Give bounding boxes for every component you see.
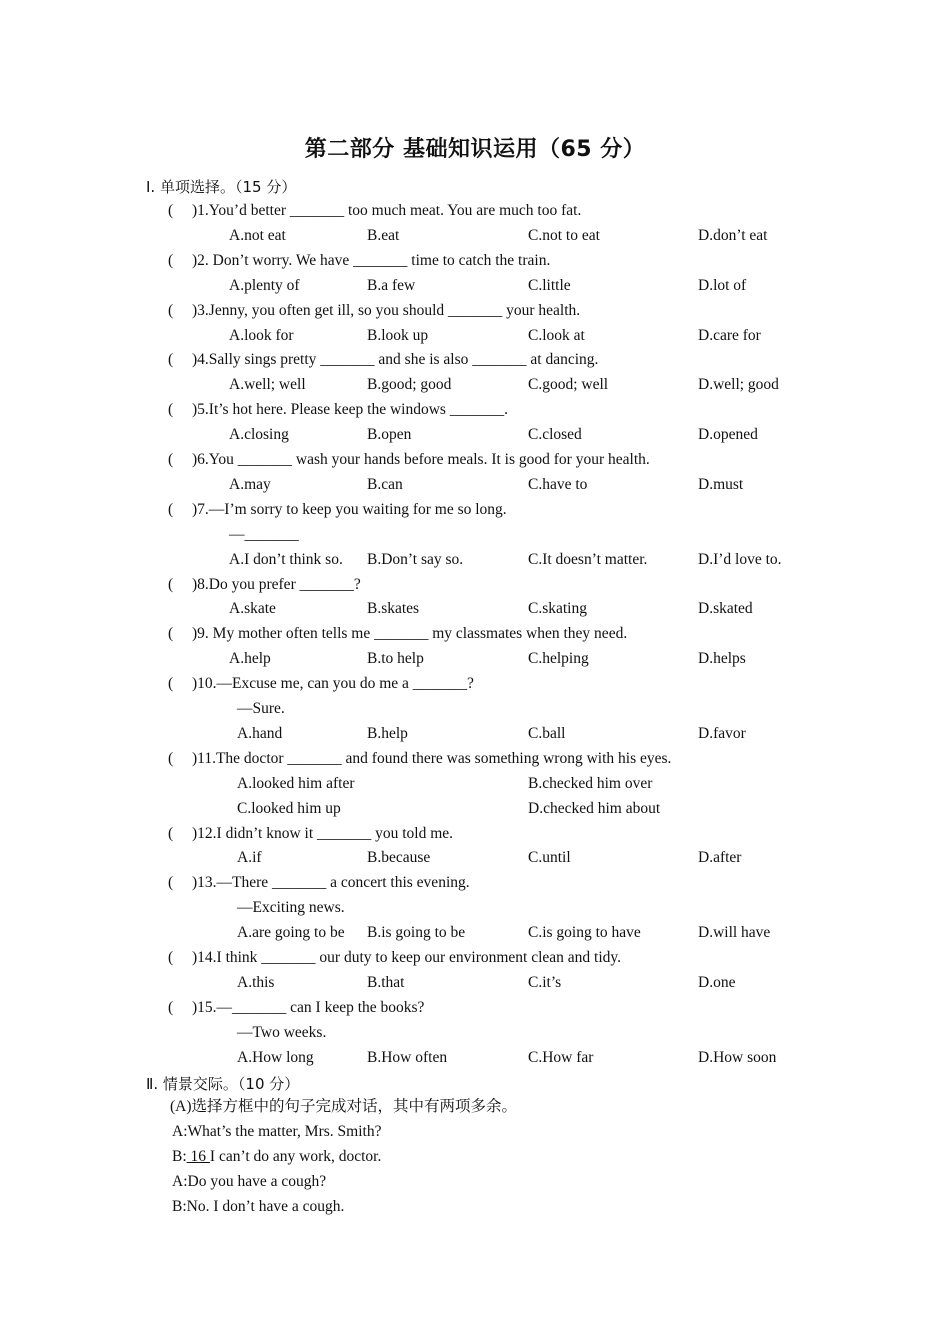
dialogue-line-4: B:No. I don’t have a cough. [172,1198,345,1215]
option-d[interactable]: D.well; good [698,376,779,394]
option-c[interactable]: C.look at [528,326,585,344]
question-reply: —_______ [229,525,299,543]
option-b[interactable]: B.to help [367,650,424,668]
question-stem: ( )7.—I’m sorry to keep you waiting for me so long. [168,500,507,518]
section-2-heading: Ⅱ. 情景交际。（10 分） [146,1075,300,1093]
question-stem: ( )2. Don’t worry. We have _______ time to catch the train. [168,251,551,269]
question-reply: —Two weeks. [237,1023,327,1041]
question-stem: ( )11.The doctor _______ and found there was something wrong with his eyes. [168,749,672,767]
blank-16[interactable]: 16 [186,1148,210,1165]
question-stem: ( )8.Do you prefer _______? [168,575,361,593]
option-b[interactable]: B.checked him over [528,774,653,792]
question-reply: —Exciting news. [237,899,345,917]
option-d[interactable]: D.skated [698,600,753,618]
option-a[interactable]: A.How long [237,1048,314,1066]
option-c[interactable]: C.It doesn’t matter. [528,550,648,568]
question-stem: ( )12.I didn’t know it _______ you told me. [168,824,454,842]
question-stem: ( )10.—Excuse me, can you do me a _______? [168,675,474,693]
option-d[interactable]: D.checked him about [528,799,661,817]
option-b[interactable]: B.can [367,475,403,493]
dialogue-line-2 [172,1147,381,1167]
page-title: 第二部分 基础知识运用（65 分） [304,137,646,162]
question-reply: —Sure. [237,700,285,717]
option-b[interactable]: B.Don’t say so. [367,550,464,568]
option-b[interactable]: B.How often [367,1048,448,1066]
section-1-heading: Ⅰ. 单项选择。（15 分） [146,178,297,196]
option-d[interactable]: D.I’d love to. [698,550,782,568]
option-b[interactable]: B.look up [367,326,429,344]
option-d[interactable]: D.favor [698,724,746,742]
option-a[interactable]: A.this [237,973,275,991]
option-c[interactable]: C.closed [528,426,582,444]
option-d[interactable]: D.must [698,475,744,493]
option-c[interactable]: C.is going to have [528,924,641,942]
option-c[interactable]: C.have to [528,475,588,493]
option-a[interactable]: A.looked him after [237,774,355,792]
option-b[interactable]: B.open [367,426,412,444]
option-a[interactable]: A.not eat [229,226,286,244]
option-c[interactable]: C.How far [528,1048,594,1066]
option-d[interactable]: D.How soon [698,1048,777,1066]
question-stem: ( )4.Sally sings pretty _______ and she is also _______ at dancing. [168,351,599,369]
option-a[interactable]: A.if [237,849,262,867]
option-b[interactable]: B.good; good [367,376,452,394]
question-stem: ( )6.You _______ wash your hands before meals. It is good for your health. [168,451,650,468]
question-stem: ( )9. My mother often tells me _______ my classmates when they need. [168,625,628,643]
option-c[interactable]: C.ball [528,724,566,742]
option-d[interactable]: D.don’t eat [698,226,768,244]
question-stem: ( )5.It’s hot here. Please keep the windows _______. [168,401,508,419]
question-stem: ( )3.Jenny, you often get ill, so you should _______ your health. [168,301,581,319]
section-2-instruction: (A)选择方框中的句子完成对话，其中有两项多余。 [170,1098,518,1115]
option-a[interactable]: A.closing [229,426,289,444]
option-c[interactable]: C.good; well [528,376,609,394]
option-a[interactable]: A.are going to be [237,924,345,942]
option-b[interactable]: B.because [367,849,431,867]
option-b[interactable]: B.is going to be [367,924,466,942]
option-a[interactable]: A.may [229,475,271,493]
option-d[interactable]: D.helps [698,650,746,668]
option-c[interactable]: C.looked him up [237,799,341,817]
option-a[interactable]: A.help [229,650,271,668]
question-stem: ( )1.You’d better _______ too much meat. You are much too fat. [168,202,582,219]
option-c[interactable]: C.skating [528,600,587,618]
option-a[interactable]: A.well; well [229,376,306,394]
dialogue-text: I can’t do any work, doctor. [209,1148,382,1165]
question-stem: ( )13.—There _______ a concert this evening. [168,874,470,892]
dialogue-speaker: B: [172,1148,187,1165]
option-d[interactable]: D.will have [698,924,771,942]
option-d[interactable]: D.opened [698,426,758,444]
option-c[interactable]: C.helping [528,650,589,668]
option-d[interactable]: D.after [698,849,742,867]
dialogue-line-3: A:Do you have a cough? [172,1173,327,1190]
option-a[interactable]: A.look for [229,326,294,344]
question-stem: ( )14.I think _______ our duty to keep our environment clean and tidy. [168,949,622,966]
option-c[interactable]: C.not to eat [528,226,600,244]
option-b[interactable]: B.that [367,973,405,991]
option-c[interactable]: C.little [528,276,571,294]
option-a[interactable]: A.hand [237,724,283,742]
option-b[interactable]: B.eat [367,226,400,244]
question-stem: ( )15.—_______ can I keep the books? [168,998,425,1016]
option-c[interactable]: C.it’s [528,973,562,991]
option-b[interactable]: B.help [367,724,408,742]
option-a[interactable]: A.skate [229,600,276,618]
option-b[interactable]: B.skates [367,600,420,618]
option-a[interactable]: A.I don’t think so. [229,550,343,568]
option-b[interactable]: B.a few [367,276,416,294]
dialogue-line-1: A:What’s the matter, Mrs. Smith? [172,1123,382,1140]
option-d[interactable]: D.care for [698,326,761,344]
option-c[interactable]: C.until [528,849,571,867]
option-d[interactable]: D.one [698,973,736,991]
option-a[interactable]: A.plenty of [229,276,300,294]
option-d[interactable]: D.lot of [698,276,747,294]
